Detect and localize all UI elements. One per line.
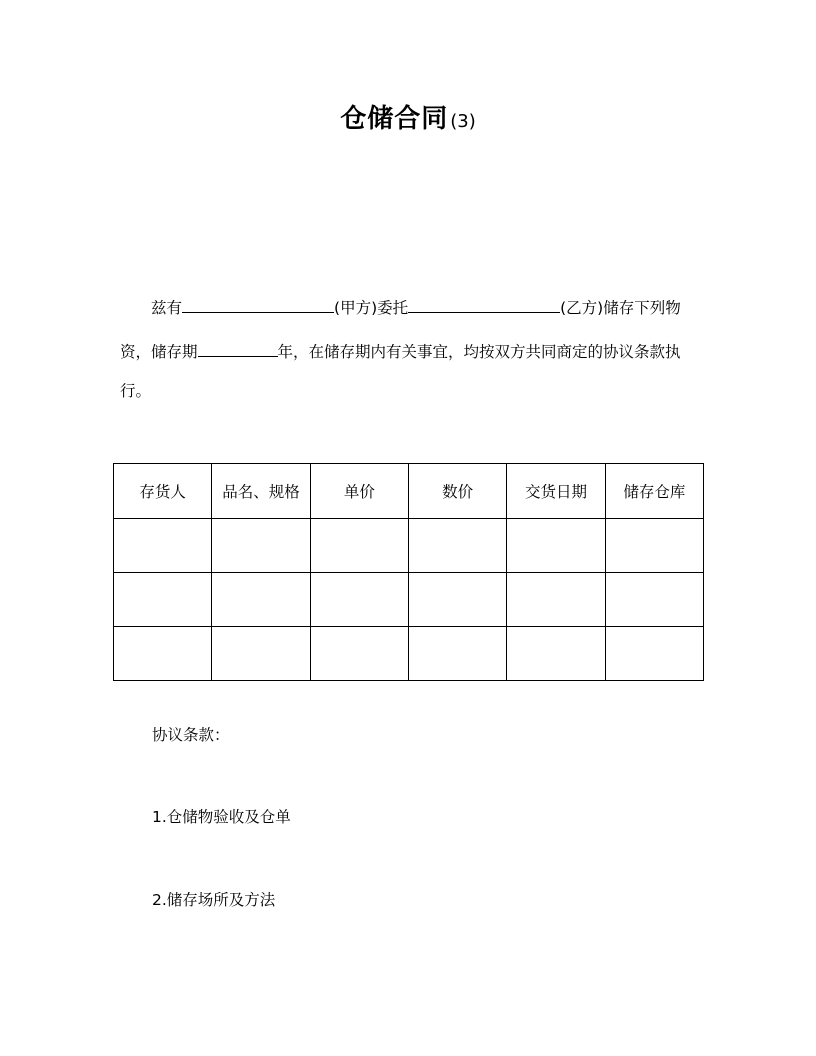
- intro-seg2: (甲方)委托: [334, 299, 409, 317]
- header-depositor: 存货人: [114, 464, 212, 519]
- page-title: [0, 98, 816, 135]
- intro-line-2: [120, 340, 700, 362]
- table-cell: [212, 627, 310, 681]
- table-cell: [114, 573, 212, 627]
- intro-line-1: [120, 296, 700, 318]
- table-header-row: [114, 464, 704, 519]
- header-unit-price: 单价: [310, 464, 408, 519]
- intro-line-3: [120, 381, 700, 401]
- intro-seg6: 行。: [120, 382, 152, 400]
- term-item-1: 1.仓储物验收及仓单: [152, 808, 291, 826]
- table-cell: [114, 519, 212, 573]
- term-item-2: 2.储存场所及方法: [152, 891, 276, 909]
- table-cell: [605, 519, 703, 573]
- table-cell: [507, 573, 605, 627]
- goods-table: [113, 463, 704, 681]
- table-cell: [605, 627, 703, 681]
- header-name-spec: 品名、规格: [212, 464, 310, 519]
- table-cell: [310, 573, 408, 627]
- header-quantity-price: 数价: [408, 464, 506, 519]
- table-row: [114, 573, 704, 627]
- table-cell: [408, 627, 506, 681]
- title-main: 仓储合同: [340, 104, 449, 134]
- intro-seg1: 兹有: [151, 299, 183, 317]
- table-cell: [310, 627, 408, 681]
- storage-period-blank: [198, 340, 278, 357]
- party-b-blank: [408, 296, 560, 313]
- table-cell: [605, 573, 703, 627]
- intro-seg4: 资，储存期: [120, 343, 198, 361]
- table-cell: [507, 627, 605, 681]
- party-a-blank: [182, 296, 334, 313]
- table-cell: [212, 519, 310, 573]
- table-cell: [408, 519, 506, 573]
- title-number: (3): [450, 111, 476, 132]
- header-warehouse: 储存仓库: [605, 464, 703, 519]
- header-delivery-date: 交货日期: [507, 464, 605, 519]
- table-cell: [507, 519, 605, 573]
- table-cell: [212, 573, 310, 627]
- terms-heading: 协议条款：: [152, 726, 230, 744]
- table-cell: [114, 627, 212, 681]
- table-cell: [310, 519, 408, 573]
- table-row: [114, 627, 704, 681]
- intro-seg3: (乙方)储存下列物: [560, 299, 681, 317]
- intro-seg5: 年，在储存期内有关事宜，均按双方共同商定的协议条款执: [277, 343, 681, 361]
- table-cell: [408, 573, 506, 627]
- table-row: [114, 519, 704, 573]
